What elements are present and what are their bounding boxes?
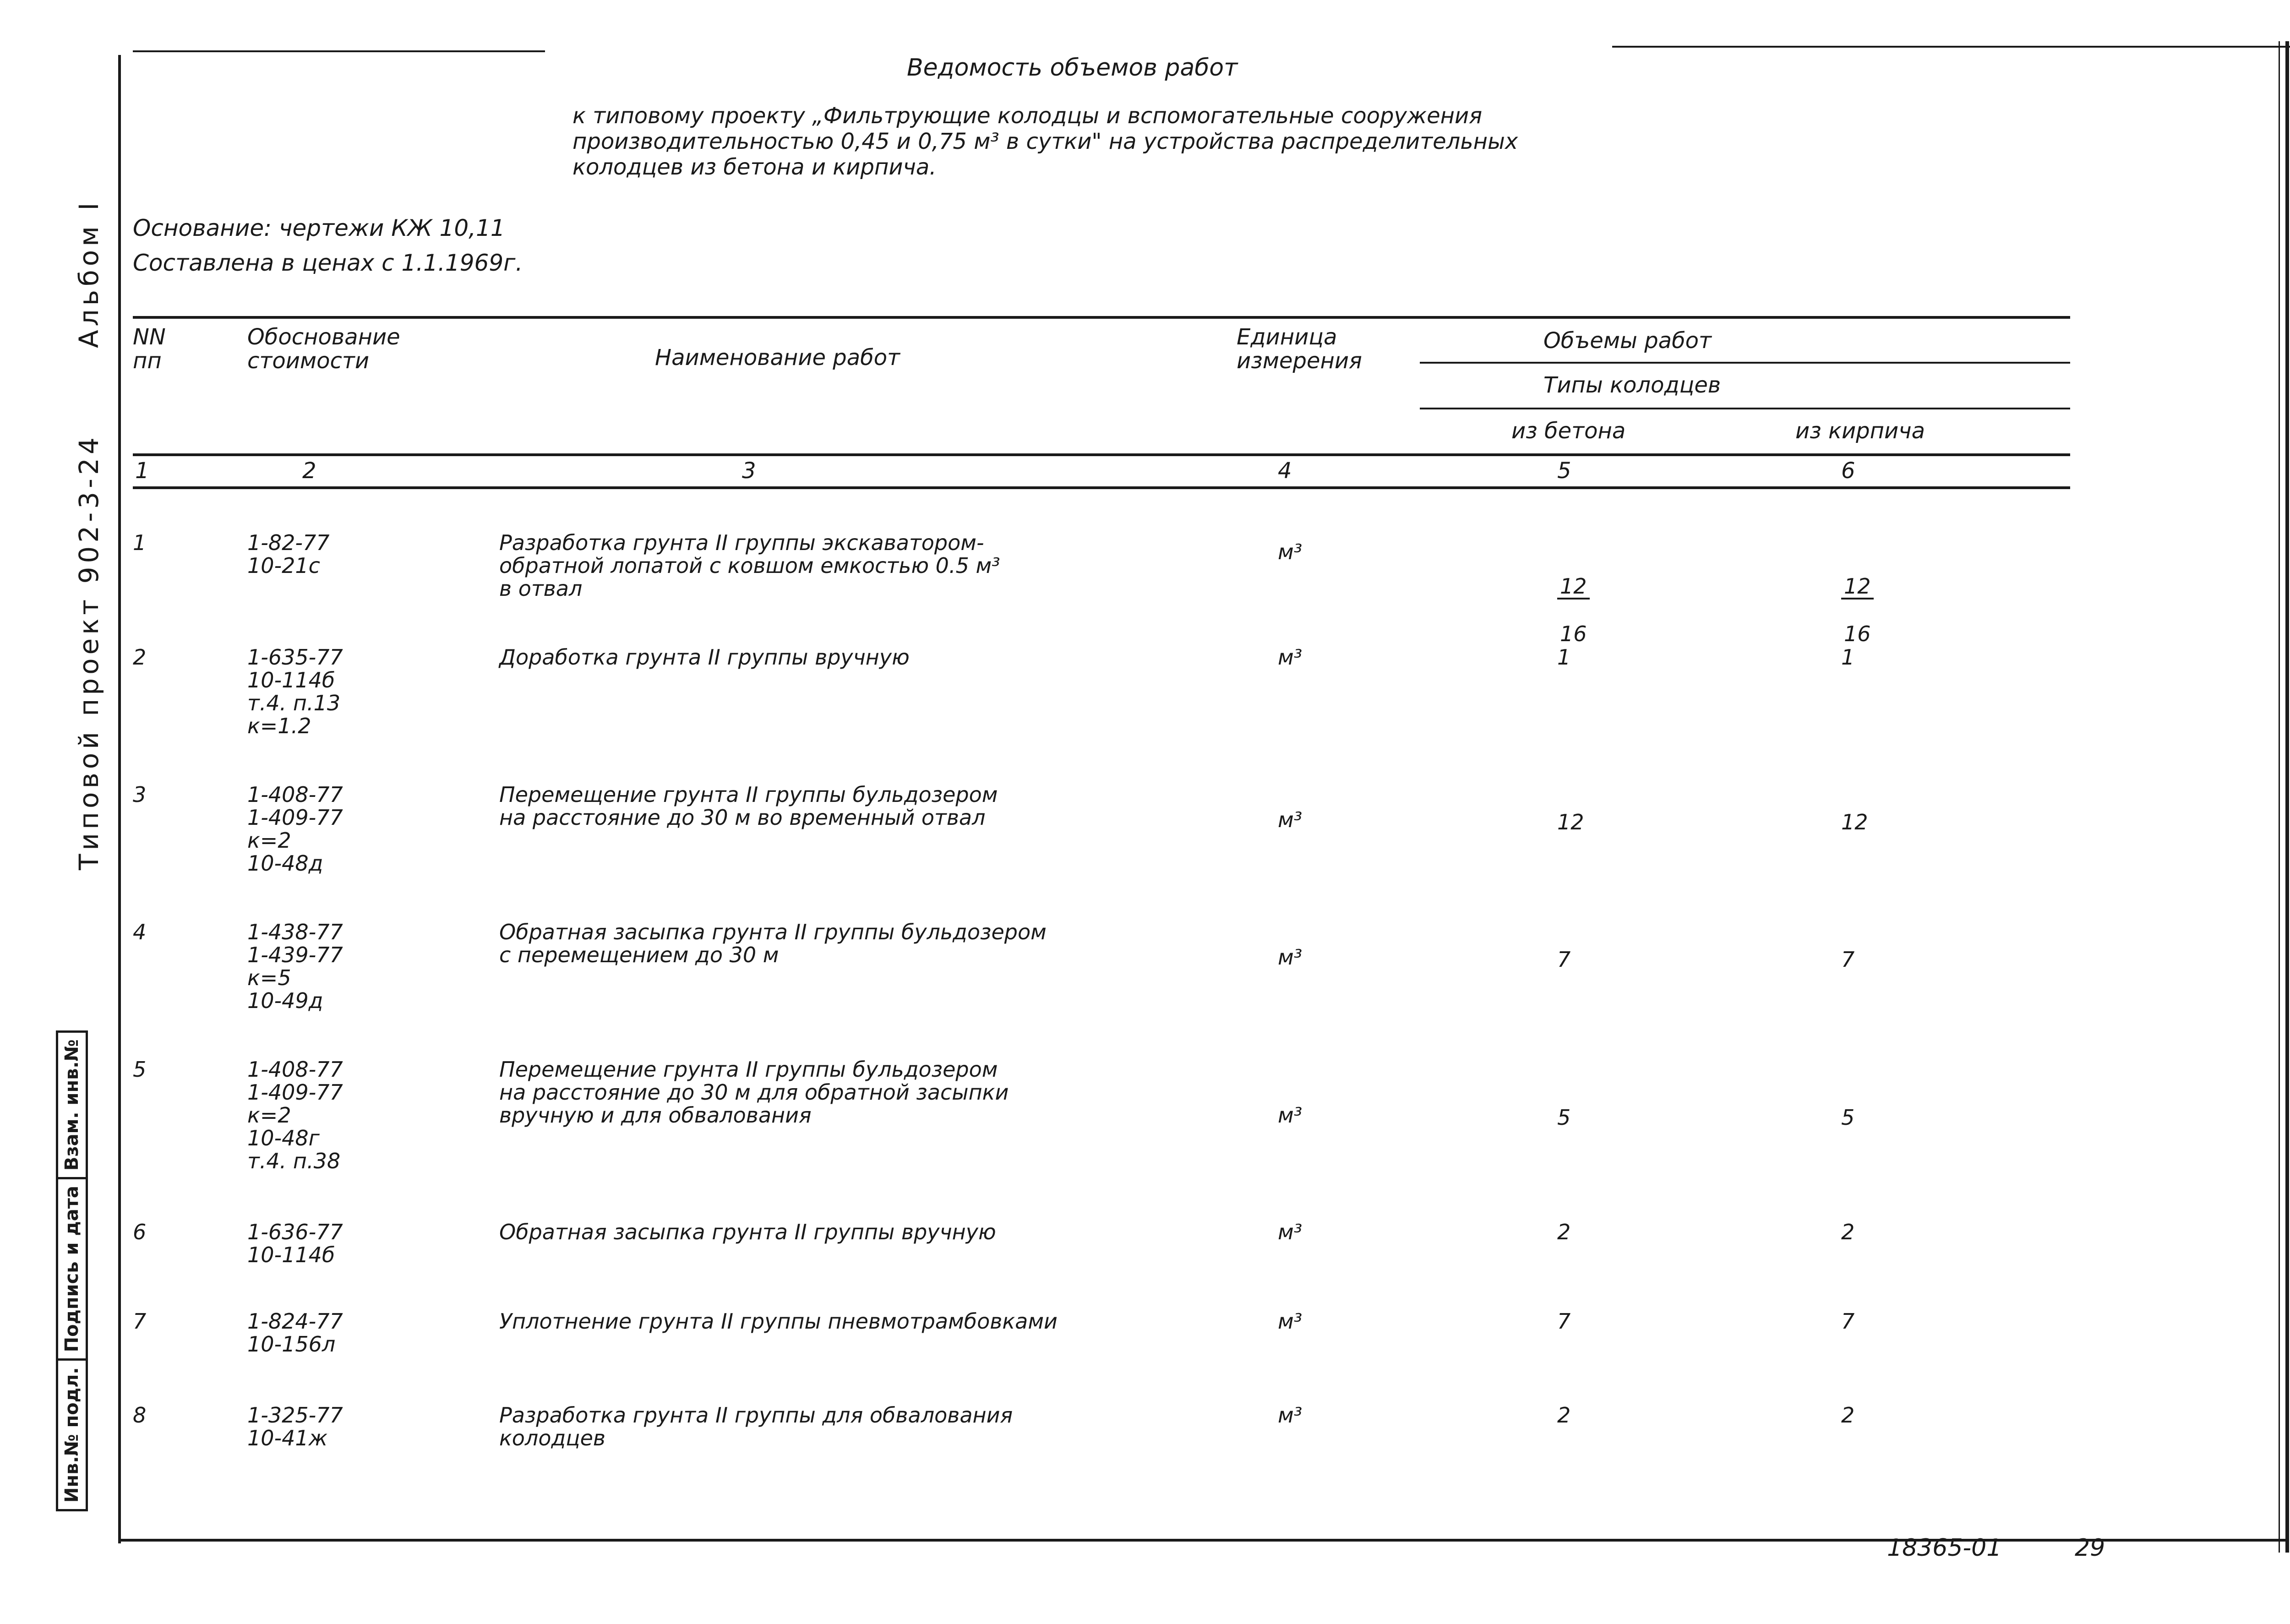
side-project-label: Типовой проект 902-3-24 [73,434,104,870]
row-unit: м³ [1278,945,1303,970]
row-name: Перемещение грунта II группы бульдозером на расстояние до 30 м для обратной засыпки вручную и для обвалования [499,1057,1009,1128]
row-basis: 1-82-77 10-21с [247,530,330,578]
header-basis: Обоснование стоимости [247,324,400,374]
table-rule-colnum-bottom [133,486,2070,489]
row-name: Доработка грунта II группы вручную [499,645,910,670]
row-value-brick: 2 [1841,1220,1855,1244]
fraction-denominator: 16 [1560,621,1587,646]
header-concrete: из бетона [1511,418,1626,444]
header-volumes: Объемы работ [1543,328,1712,354]
row-num: 1 [133,530,147,555]
colnum-4: 4 [1278,458,1292,484]
row-name: Обратная засыпка грунта II группы вручную [499,1220,996,1244]
colnum-1: 1 [135,458,149,484]
colnum-6: 6 [1841,458,1855,484]
header-brick: из кирпича [1795,418,1925,444]
row-name: Разработка грунта II группы экскаватором- обратной лопатой с ковшом емкостью 0.5 м³ в отвал [499,530,1000,601]
row-unit: м³ [1278,1309,1303,1334]
fraction-denominator: 16 [1844,621,1871,646]
row-name: Обратная засыпка грунта II группы бульдозером с перемещением до 30 м [499,920,1047,967]
row-name: Перемещение грунта II группы бульдозером на расстояние до 30 м во временный отвал [499,782,998,830]
row-num: 5 [133,1057,147,1082]
row-value-concrete: 12 [1557,810,1584,834]
row-basis: 1-438-77 1-439-77 к=5 10-49д [247,920,343,1013]
table-rule-types [1420,408,2070,409]
row-value-brick: 1 [1841,645,1855,670]
side-stamp [56,1030,88,1511]
row-num: 4 [133,920,147,944]
row-value-brick: 7 [1841,1309,1855,1334]
row-basis: 1-636-77 10-114б [247,1220,343,1267]
table-rule-volumes [1420,362,2070,364]
basis-line-1: Основание: чертежи КЖ 10,11 [133,215,505,241]
row-value-concrete: 2 [1557,1403,1571,1428]
row-unit: м³ [1278,807,1303,832]
row-value-brick: 12 [1841,810,1868,834]
row-value-concrete: 2 [1557,1220,1571,1244]
side-album-label: Альбом I [73,199,104,348]
header-num: NN пп [133,324,166,374]
stamp-replacement-label: Взам. инв.№ [61,1039,82,1171]
colnum-5: 5 [1557,458,1571,484]
page-number: 29 [2075,1534,2105,1562]
stamp-signature-label: Подпись и дата [58,1177,86,1358]
colnum-2: 2 [302,458,316,484]
row-unit: м³ [1278,1103,1303,1128]
frame-right-border-inner [2279,41,2280,1553]
row-name: Уплотнение грунта II группы пневмотрамбовками [499,1309,1058,1334]
row-basis: 1-824-77 10-156л [247,1309,343,1357]
row-unit: м³ [1278,540,1303,564]
fraction-numerator: 12 [1557,575,1590,599]
row-value-brick: 5 [1841,1105,1855,1130]
table-rule-header-bottom [133,453,2070,456]
document-code: 18365-01 [1887,1534,2002,1562]
row-num: 6 [133,1220,147,1244]
frame-right-border [2285,41,2289,1553]
header-types: Типы колодцев [1543,372,1721,398]
row-basis: 1-408-77 1-409-77 к=2 10-48д [247,782,343,876]
row-unit: м³ [1278,645,1303,670]
frame-left-border [118,55,121,1543]
row-value-concrete: 7 [1557,1309,1571,1334]
colnum-3: 3 [742,458,756,484]
row-basis: 1-325-77 10-41ж [247,1403,343,1450]
row-num: 8 [133,1403,147,1428]
frame-top-border [133,50,545,52]
basis-line-2: Составлена в ценах с 1.1.1969г. [133,250,523,276]
document-subtitle: к типовому проекту „Фильтрующие колодцы и вспомогательные сооружения производительностью 0,45 и 0,75 м³ в сутки" на устройства распределительных колодцев из бетона и кирпича. [572,103,1518,180]
row-name: Разработка грунта II группы для обвалования колодцев [499,1403,1013,1450]
fraction-numerator: 12 [1841,575,1874,599]
row-value-concrete: 5 [1557,1105,1571,1130]
row-value-concrete: 1 [1557,645,1571,670]
row-num: 2 [133,645,147,670]
row-basis: 1-635-77 10-114б т.4. п.13 к=1.2 [247,645,343,738]
row-value-concrete: 7 [1557,947,1571,972]
document-title: Ведомость объемов работ [907,54,1238,82]
row-basis: 1-408-77 1-409-77 к=2 10-48г т.4. п.38 [247,1057,343,1173]
basis-block [133,211,523,280]
header-name: Наименование работ [655,345,900,371]
row-unit: м³ [1278,1403,1303,1428]
row-unit: м³ [1278,1220,1303,1244]
header-unit: Единица измерения [1237,324,1362,374]
row-value-brick: 7 [1841,947,1855,972]
frame-top-border-right [1612,46,2290,48]
row-value-brick: 2 [1841,1403,1855,1428]
row-num: 7 [133,1309,147,1334]
row-num: 3 [133,782,147,807]
stamp-inv-label: Инв.№ подл. [58,1358,86,1509]
table-top-rule [133,316,2070,319]
